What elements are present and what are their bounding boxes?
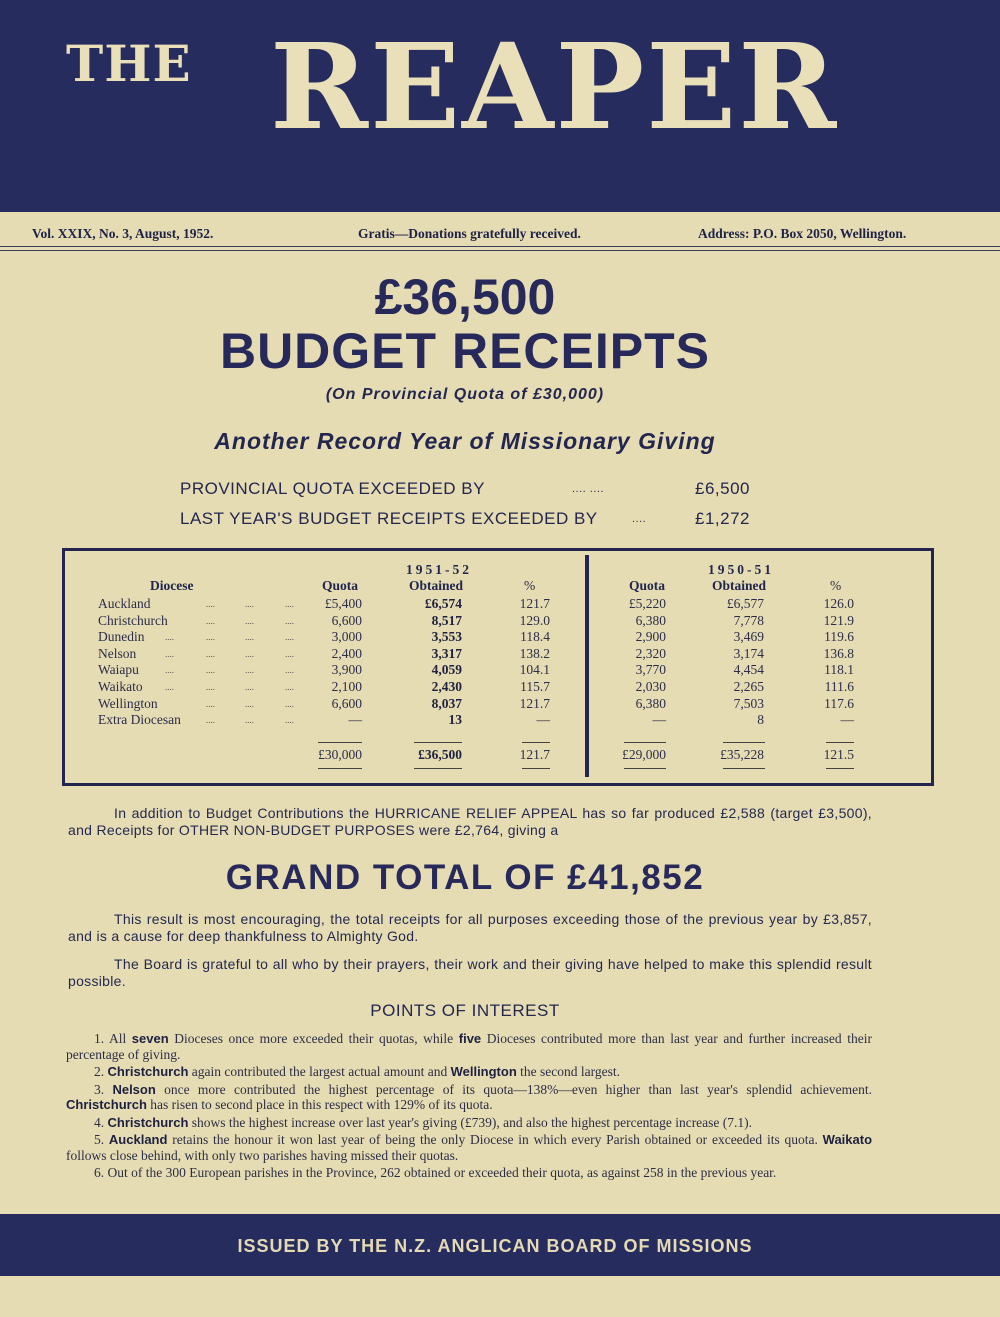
header-pct-51: %	[830, 578, 842, 593]
point-number: 5.	[94, 1132, 105, 1147]
leader-dots: ....	[632, 513, 647, 525]
quota-1950-51: 6,380	[635, 612, 666, 628]
quota-1951-52: 3,900	[331, 662, 362, 678]
leader-dots: ....	[206, 648, 215, 659]
point-item	[66, 1132, 872, 1163]
header-pct-52: %	[524, 578, 536, 593]
percent-1951-52: 121.7	[519, 695, 550, 711]
total-obtained-1950-51: £35,228	[720, 747, 764, 762]
diocese-name: Waikato	[98, 679, 143, 694]
point-text: the second largest.	[516, 1064, 621, 1079]
diocese-name: Auckland	[98, 596, 151, 611]
point-emphasis: Nelson	[112, 1081, 156, 1097]
obtained-1950-51: 2,265	[733, 679, 764, 694]
obtained-1951-52: 3,553	[431, 629, 462, 645]
obtained-1951-52: 4,059	[431, 662, 462, 678]
obtained-1951-52: 8,037	[431, 695, 462, 711]
percent-1951-52: 118.4	[520, 629, 550, 645]
percent-1950-51: 119.6	[824, 629, 854, 645]
point-emphasis: Christchurch	[107, 1114, 189, 1130]
diocese-name: Nelson	[98, 645, 137, 661]
leader-dots: ....	[245, 615, 254, 626]
masthead-title: REAPER	[270, 17, 839, 156]
point-number: 3.	[94, 1081, 105, 1097]
exceeded-value: £6,500	[695, 479, 750, 498]
leader-dots: ....	[206, 665, 215, 676]
points-of-interest-title: POINTS OF INTEREST	[370, 1001, 560, 1020]
header-year-1951-52: 1951-52	[406, 562, 472, 577]
point-number: 2.	[94, 1064, 105, 1079]
quota-1950-51: 2,030	[635, 679, 666, 694]
percent-1951-52: 115.7	[520, 679, 550, 694]
percent-1951-52: 138.2	[519, 645, 550, 661]
leader-dots: ....	[245, 682, 254, 692]
obtained-1950-51: £6,577	[726, 596, 764, 611]
quota-1950-51: 2,900	[635, 629, 666, 645]
point-number: 1.	[94, 1031, 105, 1046]
leader-dots: ....	[206, 698, 215, 709]
grateful-paragraph: The Board is grateful to all who by their prayers, their work and their giving have helped to make this splendid result possible.	[68, 956, 872, 989]
leader-dots: ....	[285, 632, 294, 643]
total-quota-1950-51: £29,000	[622, 747, 666, 762]
percent-1950-51: 118.1	[824, 662, 854, 678]
header-obtained-52: Obtained	[409, 578, 464, 593]
leader-dots: ....	[285, 599, 294, 609]
encouraging-paragraph: This result is most encouraging, the total receipts for all purposes exceeding those of the previous year by £3,857, and is a cause for deep thankfulness to Almighty God.	[68, 911, 872, 944]
point-emphasis: five	[458, 1031, 482, 1046]
point-item	[66, 1082, 872, 1113]
leader-dots: ....	[165, 665, 174, 676]
total-obtained-1951-52: £36,500	[418, 747, 462, 762]
total-percent-1951-52: 121.7	[519, 747, 550, 762]
leader-dots: ....	[206, 632, 215, 643]
header-year-1950-51: 1950-51	[708, 562, 774, 577]
leader-dots: ....	[245, 632, 254, 643]
obtained-1950-51: 3,469	[733, 629, 764, 645]
point-item	[66, 1064, 872, 1080]
percent-1951-52: 129.0	[519, 612, 550, 628]
point-text: Out of the 300 European parishes in the Province, 262 obtained or exceeded their quota, as against 258 in the previous year.	[107, 1165, 777, 1180]
obtained-1950-51: 4,454	[733, 662, 764, 678]
quota-1950-51: £5,220	[628, 596, 666, 611]
obtained-1951-52: 13	[448, 712, 462, 728]
point-text: once more contributed the highest percentage of its quota—138%—even higher than last year's splendid achievement.	[155, 1081, 872, 1097]
leader-dots: ....	[165, 632, 174, 643]
point-emphasis: Christchurch	[107, 1064, 189, 1079]
percent-1950-51: —	[840, 712, 854, 728]
point-emphasis: seven	[131, 1031, 169, 1046]
percent-1950-51: 126.0	[823, 596, 854, 611]
point-text: retains the honour it won last year of being the only Diocese in which every Parish obtained or exceeded its quota.	[167, 1132, 823, 1147]
leader-dots: ....	[206, 682, 215, 692]
point-emphasis: Auckland	[108, 1132, 168, 1147]
quota-1951-52: 6,600	[331, 695, 362, 711]
leader-dots: ....	[165, 682, 174, 692]
points-list	[66, 1031, 872, 1183]
quota-1951-52: 6,600	[331, 612, 362, 628]
obtained-1951-52: 8,517	[431, 612, 462, 628]
obtained-1951-52: £6,574	[424, 596, 462, 611]
quota-1951-52: 2,400	[331, 645, 362, 661]
grand-total: GRAND TOTAL OF £41,852	[225, 858, 705, 897]
leader-dots: ....	[245, 698, 254, 709]
diocese-name: Wellington	[98, 695, 158, 711]
obtained-1950-51: 7,503	[733, 695, 764, 711]
leader-dots: ....	[285, 665, 294, 676]
total-quota-1951-52: £30,000	[318, 747, 362, 762]
point-text: All	[108, 1031, 132, 1046]
leader-dots: ....	[285, 648, 294, 659]
exceeded-label: PROVINCIAL QUOTA EXCEEDED BY	[180, 479, 485, 498]
leader-dots: ....	[245, 715, 254, 726]
leader-dots: ....	[245, 648, 254, 659]
percent-1951-52: 121.7	[519, 596, 550, 611]
exceeded-value: £1,272	[695, 509, 750, 528]
header-obtained-51: Obtained	[712, 578, 767, 593]
header-diocese: Diocese	[150, 578, 194, 593]
address: Address: P.O. Box 2050, Wellington.	[698, 226, 907, 241]
obtained-1951-52: 3,317	[431, 645, 462, 661]
point-text: shows the highest increase over last year's giving (£739), and also the highest percentage increase (7.1).	[188, 1114, 753, 1130]
obtained-1950-51: 3,174	[733, 645, 764, 661]
exceeded-label: LAST YEAR'S BUDGET RECEIPTS EXCEEDED BY	[180, 509, 598, 528]
quota-note: (On Provincial Quota of £30,000)	[325, 386, 605, 403]
quota-1951-52: 2,100	[331, 679, 362, 694]
header-rule	[0, 246, 1000, 251]
leader-dots: ....	[165, 648, 174, 659]
leader-dots: ....	[206, 599, 215, 609]
percent-1950-51: 111.6	[824, 679, 854, 694]
gratis-note: Gratis—Donations gratefully received.	[358, 226, 581, 241]
point-number: 6.	[94, 1165, 105, 1180]
percent-1950-51: 121.9	[823, 612, 854, 628]
diocese-name: Waiapu	[98, 662, 139, 678]
diocese-name: Dunedin	[98, 629, 145, 645]
percent-1951-52: 104.1	[519, 662, 550, 678]
point-text: again contributed the largest actual amount and	[188, 1064, 451, 1079]
point-text: Dioceses once more exceeded their quotas, while	[168, 1031, 459, 1046]
point-text: Dioceses contributed more than last year and further increased their percentage of giving.	[66, 1031, 872, 1062]
obtained-1950-51: 7,778	[733, 612, 764, 628]
obtained-1951-52: 2,430	[431, 679, 462, 694]
leader-dots: ....	[245, 665, 254, 676]
headline-amount: £36,500	[374, 269, 556, 325]
headline-title: BUDGET RECEIPTS	[219, 323, 711, 379]
leader-dots: ....	[285, 698, 294, 709]
percent-1950-51: 136.8	[823, 645, 854, 661]
point-number: 4.	[94, 1114, 105, 1130]
issue-line	[0, 222, 1000, 248]
header-quota-52: Quota	[322, 578, 359, 593]
header-quota-51: Quota	[629, 578, 666, 593]
leader-dots: ....	[285, 682, 294, 692]
point-emphasis: Wellington	[450, 1064, 517, 1079]
percent-1951-52: —	[536, 712, 550, 728]
masthead-the: THE	[66, 34, 192, 93]
table-divider	[585, 555, 589, 777]
diocese-name: Christchurch	[98, 612, 168, 628]
quota-1950-51: 6,380	[635, 695, 666, 711]
leader-dots: ....	[245, 599, 254, 609]
leader-dots: ....	[206, 615, 215, 626]
quota-1951-52: £5,400	[324, 596, 362, 611]
point-emphasis: Christchurch	[66, 1097, 147, 1112]
point-item	[66, 1031, 872, 1062]
addition-paragraph: In addition to Budget Contributions the HURRICANE RELIEF APPEAL has so far produced £2,588 (target £3,500), and Receipts for OTHER NON-BUDGET PURPOSES were £2,764, giving a	[68, 805, 872, 838]
point-text: follows close behind, with only two parishes having missed their quotas.	[66, 1147, 459, 1163]
leader-dots: ....	[285, 615, 294, 626]
quota-1950-51: —	[652, 712, 666, 728]
leader-dots: ....	[285, 715, 294, 726]
headline-subtitle: Another Record Year of Missionary Giving	[214, 428, 716, 454]
quota-1951-52: —	[348, 712, 362, 728]
point-item	[66, 1115, 872, 1131]
point-text: has risen to second place in this respect with 129% of its quota.	[146, 1097, 493, 1112]
quota-1950-51: 2,320	[635, 645, 666, 661]
quota-1951-52: 3,000	[331, 629, 362, 645]
quota-1950-51: 3,770	[635, 662, 666, 678]
footer-text: ISSUED BY THE N.Z. ANGLICAN BOARD OF MISSIONS	[237, 1236, 753, 1256]
volume-info: Vol. XXIX, No. 3, August, 1952.	[32, 226, 214, 241]
leader-dots: .... ....	[572, 483, 605, 495]
point-item	[66, 1165, 872, 1181]
diocese-name: Extra Diocesan	[98, 712, 181, 728]
obtained-1950-51: 8	[757, 712, 764, 728]
percent-1950-51: 117.6	[824, 695, 854, 711]
point-emphasis: Waikato	[822, 1132, 873, 1147]
leader-dots: ....	[206, 715, 215, 726]
total-percent-1950-51: 121.5	[823, 747, 854, 762]
